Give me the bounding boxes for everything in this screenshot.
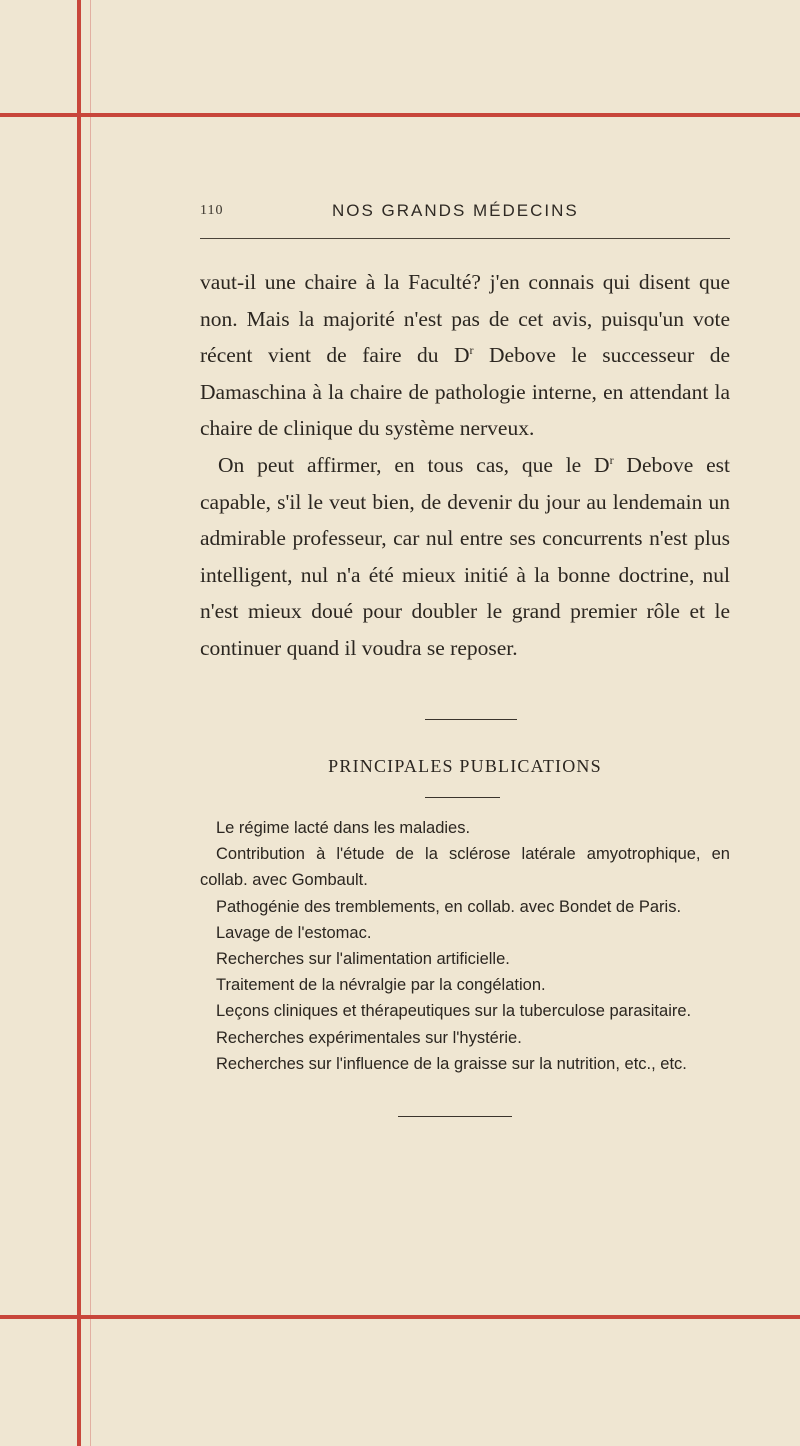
page-number: 110 (200, 203, 224, 218)
margin-rule-bottom (0, 1315, 800, 1319)
running-head (200, 201, 730, 225)
list-item: Recherches expérimentales sur l'hystérie. (216, 1028, 522, 1047)
list-item: Lavage de l'estomac. (216, 923, 372, 942)
header-rule (200, 238, 730, 239)
paragraph-1 (200, 264, 730, 447)
body-text (200, 264, 730, 667)
publication-list (200, 815, 730, 1077)
list-item: Le régime lacté dans les maladies. (216, 819, 471, 837)
closing-rule (398, 1116, 512, 1117)
list-item: Recherches sur l'alimentation artificielle. (216, 950, 510, 969)
list-item: Traitement de la névralgie par la congélation. (216, 976, 546, 995)
section-rule-below (425, 797, 500, 798)
paragraph-1-superscript: r (469, 343, 474, 358)
list-item: Leçons cliniques et thérapeutiques sur la tuberculose parasitaire. (216, 1002, 692, 1021)
margin-rule-top (0, 113, 800, 117)
margin-rule-vertical-faint (90, 0, 91, 1446)
paragraph-2 (200, 447, 730, 667)
section-title: PRINCIPALES PUBLICATIONS (328, 756, 602, 776)
paragraph-2-text-a: On peut affirmer, en tous cas, que le D (218, 452, 610, 477)
list-item: Contribution à l'étude de la sclérose latérale amyotrophique, en collab. avec Gombault. (200, 845, 730, 890)
list-item: Recherches sur l'influence de la graisse sur la nutrition, etc., etc. (216, 1054, 687, 1073)
list-item: Pathogénie des tremblements, en collab. avec Bondet de Paris. (216, 897, 682, 916)
section-rule-above (425, 719, 517, 720)
paragraph-1-text-a: vaut-il une chaire à la Faculté? j'en connais qui disent que non. Mais la majorité n'est pas de cet avis, puisqu'un vote récent vient de faire du D (200, 270, 730, 368)
paragraph-1-text-b: Debove le successeur de Damaschina à la chaire de pathologie interne, en attendant la chaire de clinique du système nerveux. (200, 343, 730, 441)
paragraph-2-superscript: r (609, 452, 614, 467)
paragraph-2-text-b: Debove est capable, s'il le veut bien, de devenir du jour au lendemain un admirable professeur, car nul entre ses concurrents n'est plus intelligent, nul n'a été mieux initié à la bonne doctrine, nul n'est mieux doué pour doubler le grand premier rôle et le continuer quand il voudra se reposer. (200, 452, 730, 660)
margin-rule-vertical (77, 0, 81, 1446)
running-head-title: NOS GRANDS MÉDECINS (332, 201, 579, 220)
